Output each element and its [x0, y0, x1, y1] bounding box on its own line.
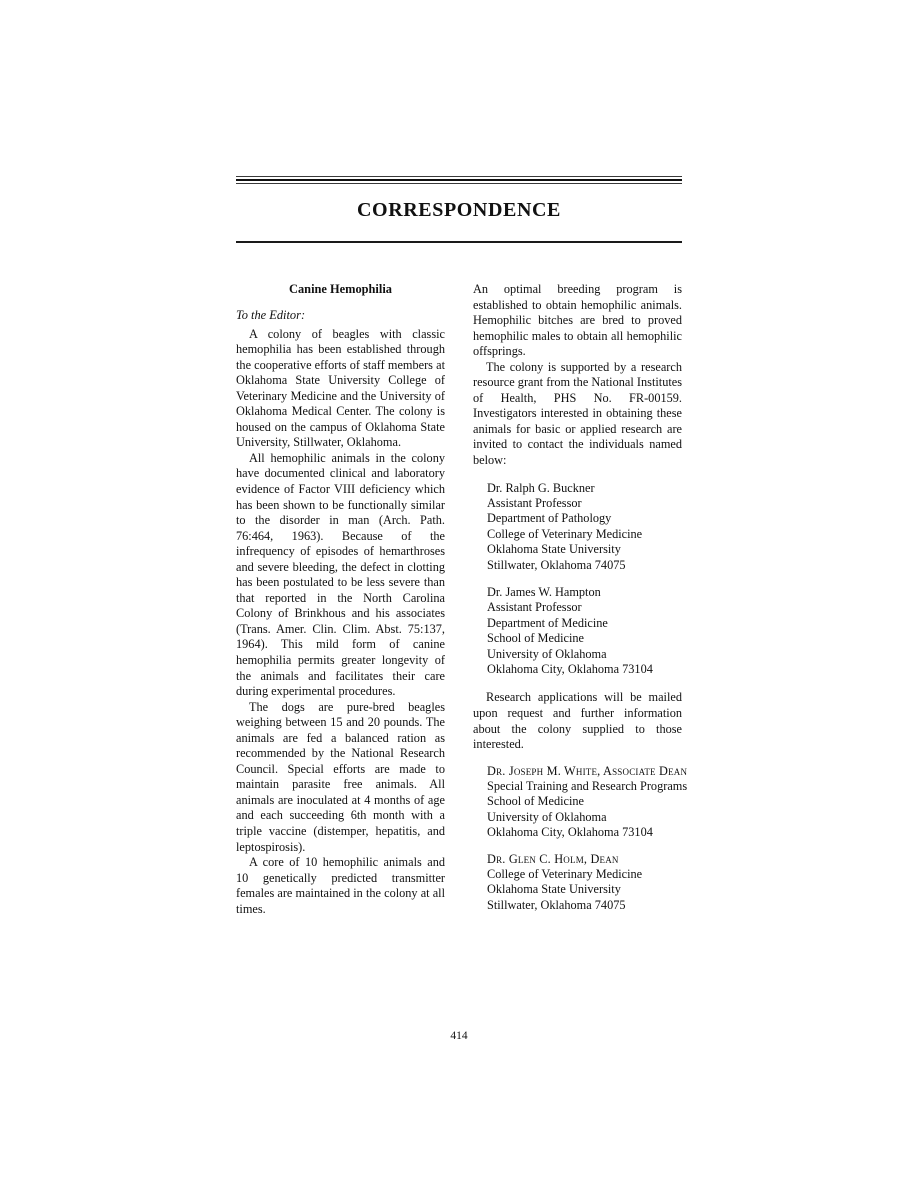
contact-line: Dr. James W. Hampton: [487, 585, 601, 599]
contact-line: Assistant Professor: [487, 495, 582, 510]
masthead-rule-bottom: [236, 183, 682, 184]
contact-block: [473, 585, 682, 677]
signature-line: School of Medicine: [487, 794, 584, 809]
left-column: [236, 282, 445, 917]
page-title: CORRESPONDENCE: [357, 199, 561, 221]
signature-line: Oklahoma City, Oklahoma 73104: [487, 825, 653, 840]
paragraph: The colony is supported by a research resource grant from the National Institutes of Health, PHS No. FR-00159. Investigators interested in obtaining these animals for basic or applied research are invited to contact the individuals named below:: [473, 359, 682, 468]
signature-block: [473, 852, 682, 914]
contact-block: [473, 481, 682, 573]
signature-line: Stillwater, Oklahoma 74075: [487, 897, 626, 912]
right-column: [473, 282, 688, 917]
signature-block: [473, 763, 688, 841]
paragraph: All hemophilic animals in the colony have documented clinical and laboratory evidence of Factor VIII deficiency which has been shown to be functionally similar to the disorder in man (Arch. Path. 76:464, 1963). Because of the infrequency of episodes of hemarthroses and severe bleeding, the defect in clotting has been postulated to be less severe than that reported in the North Carolina Colony of Brinkhous and his associates (Trans. Amer. Clin. Clim. Abst. 75:137, 1964). This mild form of canine hemophilia permits greater longevity of the animals and facilitates their care during experimental procedures.: [236, 450, 445, 699]
contact-line: Oklahoma City, Oklahoma 73104: [487, 662, 653, 677]
page-title-container: [236, 199, 682, 221]
contact-line: Department of Pathology: [487, 511, 612, 526]
contact-line: Oklahoma State University: [487, 542, 621, 557]
closing-paragraph: Research applications will be mailed upon request and further information about the colony supplied to those interested.: [473, 690, 682, 752]
article-heading: Canine Hemophilia: [289, 282, 392, 296]
paragraph: An optimal breeding program is established to obtain hemophilic animals. Hemophilic bitches are bred to proved hemophilic males to obtain all hemophilic offsprings.: [473, 282, 682, 359]
body-columns: [236, 282, 688, 917]
contact-line: Assistant Professor: [487, 600, 582, 615]
block-spacer: [473, 677, 682, 690]
signature-line: Special Training and Research Programs: [487, 779, 688, 794]
paragraph: A core of 10 hemophilic animals and 10 genetically predicted transmitter females are maintained in the colony at all times.: [236, 855, 445, 916]
contact-line: Dr. Ralph G. Buckner: [487, 480, 595, 495]
contact-line: College of Veterinary Medicine: [487, 526, 643, 541]
contact-line: Department of Medicine: [487, 615, 608, 630]
masthead-rules: [236, 176, 682, 184]
signature-line: Oklahoma State University: [487, 882, 621, 897]
signature-name: Dr. Glen C. Holm, Dean: [487, 851, 619, 866]
paragraph: The dogs are pure-bred beagles weighing between 15 and 20 pounds. The animals are fed a balanced ration as recommended by the National Research Council. Special efforts are made to maintain parasite free animals. All animals are inoculated at 4 months of age and each succeeding 6th month with a triple vaccine (distemper, hepatitis, and leptospirosis).: [236, 699, 445, 854]
page-number: 414: [450, 1030, 468, 1042]
paragraph: A colony of beagles with classic hemophilia has been established through the cooperative efforts of staff members at Oklahoma State University College of Veterinary Medicine and the University of Oklahoma Medical Center. The colony is housed on the campus of Oklahoma State University, Stillwater, Oklahoma.: [236, 326, 445, 450]
salutation: To the Editor:: [236, 308, 306, 322]
contact-line: School of Medicine: [487, 631, 584, 646]
signature-line: College of Veterinary Medicine: [487, 867, 643, 882]
signature-name: Dr. Joseph M. White, Associate Dean: [487, 763, 688, 778]
signature-line: University of Oklahoma: [487, 809, 607, 824]
title-underline-rule: [236, 241, 682, 243]
contact-line: Stillwater, Oklahoma 74075: [487, 557, 626, 572]
contact-line: University of Oklahoma: [487, 646, 607, 661]
